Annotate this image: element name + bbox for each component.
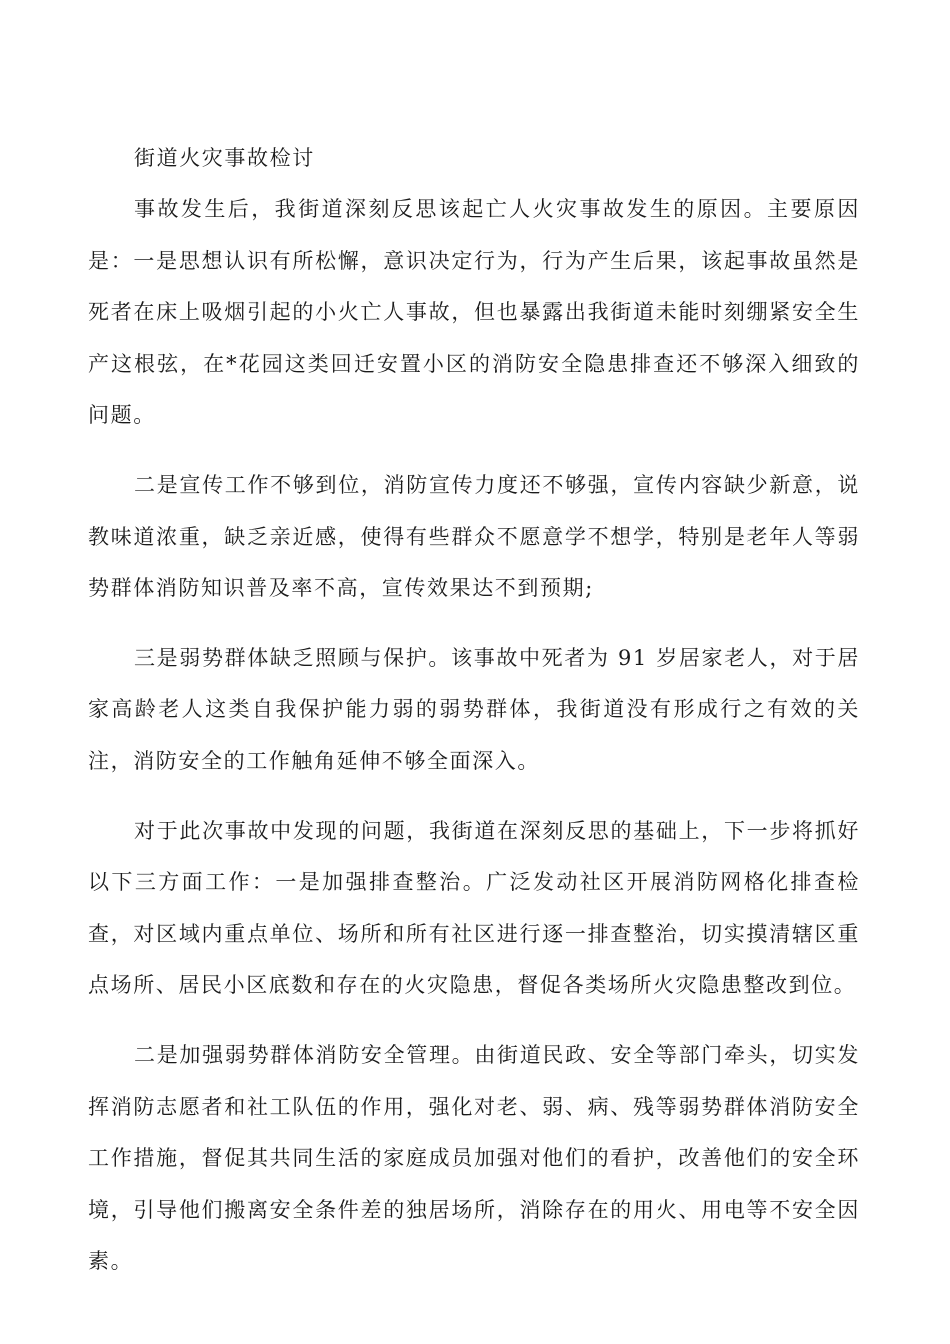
document-body [88,138,860,1306]
paragraph-next-steps-inspection: 对于此次事故中发现的问题，我街道在深刻反思的基础上，下一步将抓好以下三方面工作：一是加强排查整治。广泛发动社区开展消防网格化排查检查，对区域内重点单位、场所和所有社区进行逐一排查整治，切实摸清辖区重点场所、居民小区底数和存在的火灾隐患，督促各类场所火灾隐患整改到位。 [88,818,860,998]
paragraph-vulnerable-groups: 三是弱势群体缺乏照顾与保护。该事故中死者为 91 岁居家老人，对于居家高龄老人这类自我保护能力弱的弱势群体，我街道没有形成行之有效的关注，消防安全的工作触角延伸不够全面深入。 [88,645,860,773]
paragraph-cause-analysis: 事故发生后，我街道深刻反思该起亡人火灾事故发生的原因。主要原因是：一是思想认识有所松懈，意识决定行为，行为产生后果，该起事故虽然是死者在床上吸烟引起的小火亡人事故，但也暴露出我街道未能时刻绷紧安全生产这根弦，在*花园这类回迁安置小区的消防安全隐患排查还不够深入细致的问题。 [88,197,860,428]
paragraph-publicity-issue: 二是宣传工作不够到位，消防宣传力度还不够强，宣传内容缺少新意，说教味道浓重，缺乏亲近感，使得有些群众不愿意学不想学，特别是老年人等弱势群体消防知识普及率不高，宣传效果达不到预期; [88,472,860,601]
document-title: 街道火灾事故检讨 [134,146,315,170]
paragraph-next-steps-management: 二是加强弱势群体消防安全管理。由街道民政、安全等部门牵头，切实发挥消防志愿者和社工队伍的作用，强化对老、弱、病、残等弱势群体消防安全工作措施，督促其共同生活的家庭成员加强对他们的看护，改善他们的安全环境，引导他们搬离安全条件差的独居场所，消除存在的用火、用电等不安全因素。 [88,1042,860,1274]
